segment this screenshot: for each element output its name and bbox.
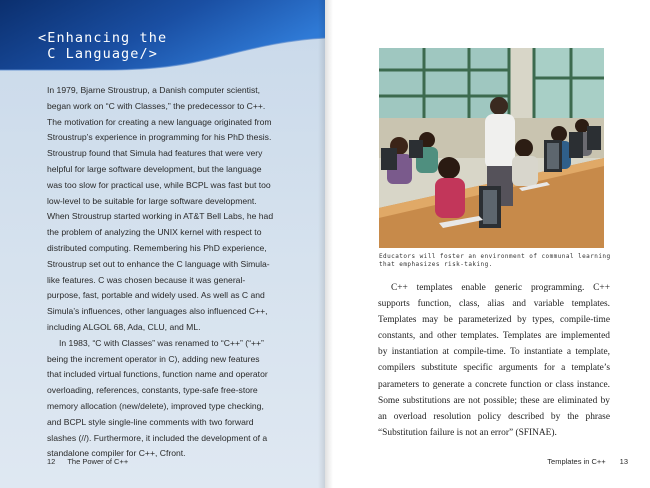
right-page [325,0,650,488]
left-footer [47,457,128,466]
gutter-shadow-left [318,0,325,488]
left-running-title: The Power of C++ [67,457,129,466]
left-body-text [47,83,275,462]
photo-caption: Educators will foster an environment of communal learning that emphasizes risk-taking. [379,253,611,268]
classroom-photo-illustration [379,48,604,248]
classroom-photo [379,48,604,248]
gutter-shadow-right [325,0,333,488]
sidebar-title: <Enhancing the C Language/> [38,30,168,62]
right-running-title: Templates in C++ [547,457,606,466]
left-paragraph-1: In 1979, Bjarne Stroustrup, a Danish computer scientist, began work on “C with Classes,” the predecessor to C++. The motivation for creating a new language originated from Stroustrup’s experience in programming for his PhD thesis. Stroustrup found that Simula had features that were very helpful for large software development, but the language was too slow for practical use, while BCPL was fast but too low-level to be suitable for large software development. When Stroustrup started working in AT&T Bell Labs, he had the problem of analyzing the UNIX kernel with respect to distributed computing. Remembering his PhD experience, Stroustrup set out to enhance the C language with Simula-like features. C was chosen because it was general-purpose, fast, portable and widely used. As well as C and Simula’s influences, other languages also influenced C++, including ALGOL 68, Ada, CLU, and ML. [47,85,274,332]
right-page-number: 13 [619,457,628,466]
right-body-text: C++ templates enable generic programming. C++ supports function, class, alias and variable templates. Templates may be parameterized by types, compile-time constants, and other templates. Templates are implemented by instantiation at compile-time. To instantiate a template, compilers substitute specific arguments for a template’s parameters to generate a concrete function or class instance. Some substitutions are not possible; these are eliminated by an overload resolution policy described by the phrase “Substitution failure is not an error” (SFINAE). [378,283,610,438]
left-page-number: 12 [47,457,56,466]
left-paragraph-2: In 1983, “C with Classes” was renamed to “C++” (“++” being the increment operator in C), adding new features that included virtual functions, function name and operator overloading, references, constants, type-safe free-store memory allocation (new/delete), improved type checking, and BCPL style single-line comments with two forward slashes (//). Furthermore, it included the development of a standalone compiler for C++, Cfront. [47,337,268,459]
right-footer [547,457,628,466]
